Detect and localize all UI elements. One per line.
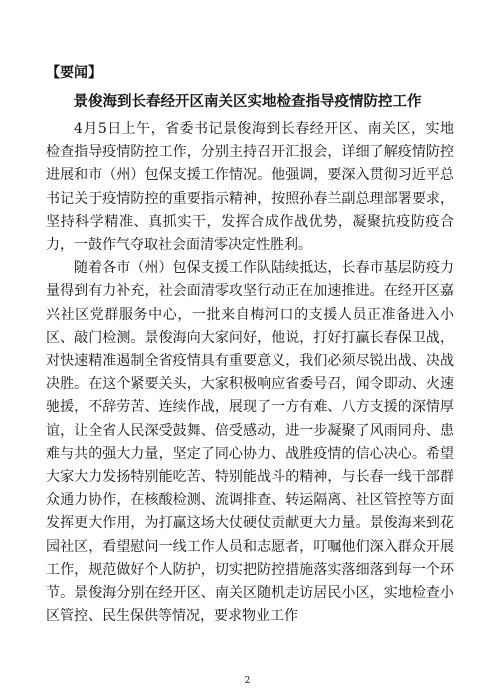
paragraph-1: 4月5日上午，省委书记景俊海到长春经开区、南关区，实地检查指导疫情防控工作，分别主持召开汇报会，详细了解疫情防控进展和市（州）包保支援工作情况。他强调，要深入贯彻习近平总书记关于疫情防控的重要指示精神，按照孙春兰副总理部署要求，坚持科学精准、真抓实干，发挥合成作战优势，凝聚抗疫防疫合力，一鼓作气夺取社会面清零决定性胜利。 bbox=[46, 121, 454, 254]
article-headline: 景俊海到长春经开区南关区实地检查指导疫情防控工作 bbox=[73, 94, 422, 110]
paragraph-2: 随着各市（州）包保支援工作队陆续抵达，长春市基层防疫力量得到有力补充，社会面清零攻坚行动正在加速推进。在经开区嘉兴社区党群服务中心，一批来自梅河口的支援人员正准备进入小区、敲门检测。景俊海向大家问好，他说，打好打赢长春保卫战，对快速精准遏制全省疫情具有重要意义，我们必须尽锐出战、决战决胜。在这个紧要关头，大家积极响应省委号召，闻令即动、火速驰援，不辞劳苦、连续作战，展现了一方有难、八方支援的深情厚谊，让全省人民深受鼓舞、倍受感动，进一步凝聚了风雨同舟、患难与共的强大力量，坚定了同心协力、战胜疫情的信心决心。希望大家大力发扬特别能吃苦、特别能战斗的精神，与长春一线干部群众通力协作，在核酸检测、流调排查、转运隔离、社区管控等方面发挥更大作用，为打赢这场大仗硬仗贡献更大力量。景俊海来到花园社区，看望慰问一线工作人员和志愿者，叮嘱他们深入群众开展工作，规范做好个人防护，切实把防控措施落实落细落到每一个环节。景俊海分别在经开区、南关区随机走访居民小区，实地检查小区管控、民生保供等情况，要求物业工作 bbox=[46, 260, 454, 625]
section-tag: 【要闻】 bbox=[46, 65, 102, 81]
page-number: 2 bbox=[244, 676, 251, 686]
article-body bbox=[46, 118, 454, 628]
